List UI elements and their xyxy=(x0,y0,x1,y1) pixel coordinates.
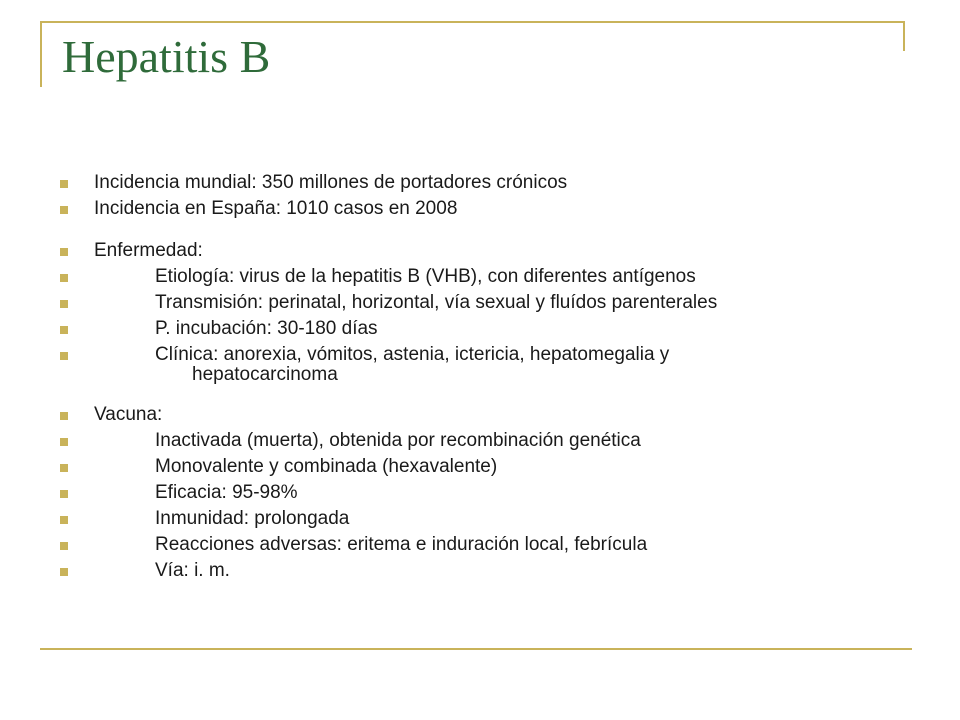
square-bullet-icon xyxy=(60,516,68,524)
list-item: Enfermedad: xyxy=(60,240,900,262)
square-bullet-icon xyxy=(60,274,68,282)
square-bullet-icon xyxy=(60,542,68,550)
list-item: Clínica: anorexia, vómitos, astenia, ictericia, hepatomegalia y hepatocarcinoma xyxy=(60,344,900,384)
bullet-list xyxy=(60,172,900,586)
list-item: P. incubación: 30-180 días xyxy=(60,318,900,340)
square-bullet-icon xyxy=(60,180,68,188)
square-bullet-icon xyxy=(60,568,68,576)
list-item: Transmisión: perinatal, horizontal, vía sexual y fluídos parenterales xyxy=(60,292,900,314)
list-item: Etiología: virus de la hepatitis B (VHB), con diferentes antígenos xyxy=(60,266,900,288)
list-item: Incidencia mundial: 350 millones de portadores crónicos xyxy=(60,172,900,194)
list-item-continuation: hepatocarcinoma xyxy=(192,364,338,385)
list-item: Inactivada (muerta), obtenida por recombinación genética xyxy=(60,430,900,452)
list-item: Inmunidad: prolongada xyxy=(60,508,900,530)
list-item: Reacciones adversas: eritema e induración local, febrícula xyxy=(60,534,900,556)
list-item: Eficacia: 95-98% xyxy=(60,482,900,504)
square-bullet-icon xyxy=(60,464,68,472)
square-bullet-icon xyxy=(60,206,68,214)
square-bullet-icon xyxy=(60,438,68,446)
square-bullet-icon xyxy=(60,326,68,334)
list-item: Monovalente y combinada (hexavalente) xyxy=(60,456,900,478)
square-bullet-icon xyxy=(60,412,68,420)
list-item: Vacuna: xyxy=(60,404,900,426)
slide-title: Hepatitis B xyxy=(62,31,271,82)
square-bullet-icon xyxy=(60,248,68,256)
list-item: Vía: i. m. xyxy=(60,560,900,582)
frame-right-line xyxy=(903,21,905,51)
frame-top-line xyxy=(40,21,905,23)
frame-left-line xyxy=(40,21,42,87)
square-bullet-icon xyxy=(60,300,68,308)
frame-bottom-line xyxy=(40,648,912,650)
square-bullet-icon xyxy=(60,490,68,498)
list-item: Incidencia en España: 1010 casos en 2008 xyxy=(60,198,900,220)
square-bullet-icon xyxy=(60,352,68,360)
